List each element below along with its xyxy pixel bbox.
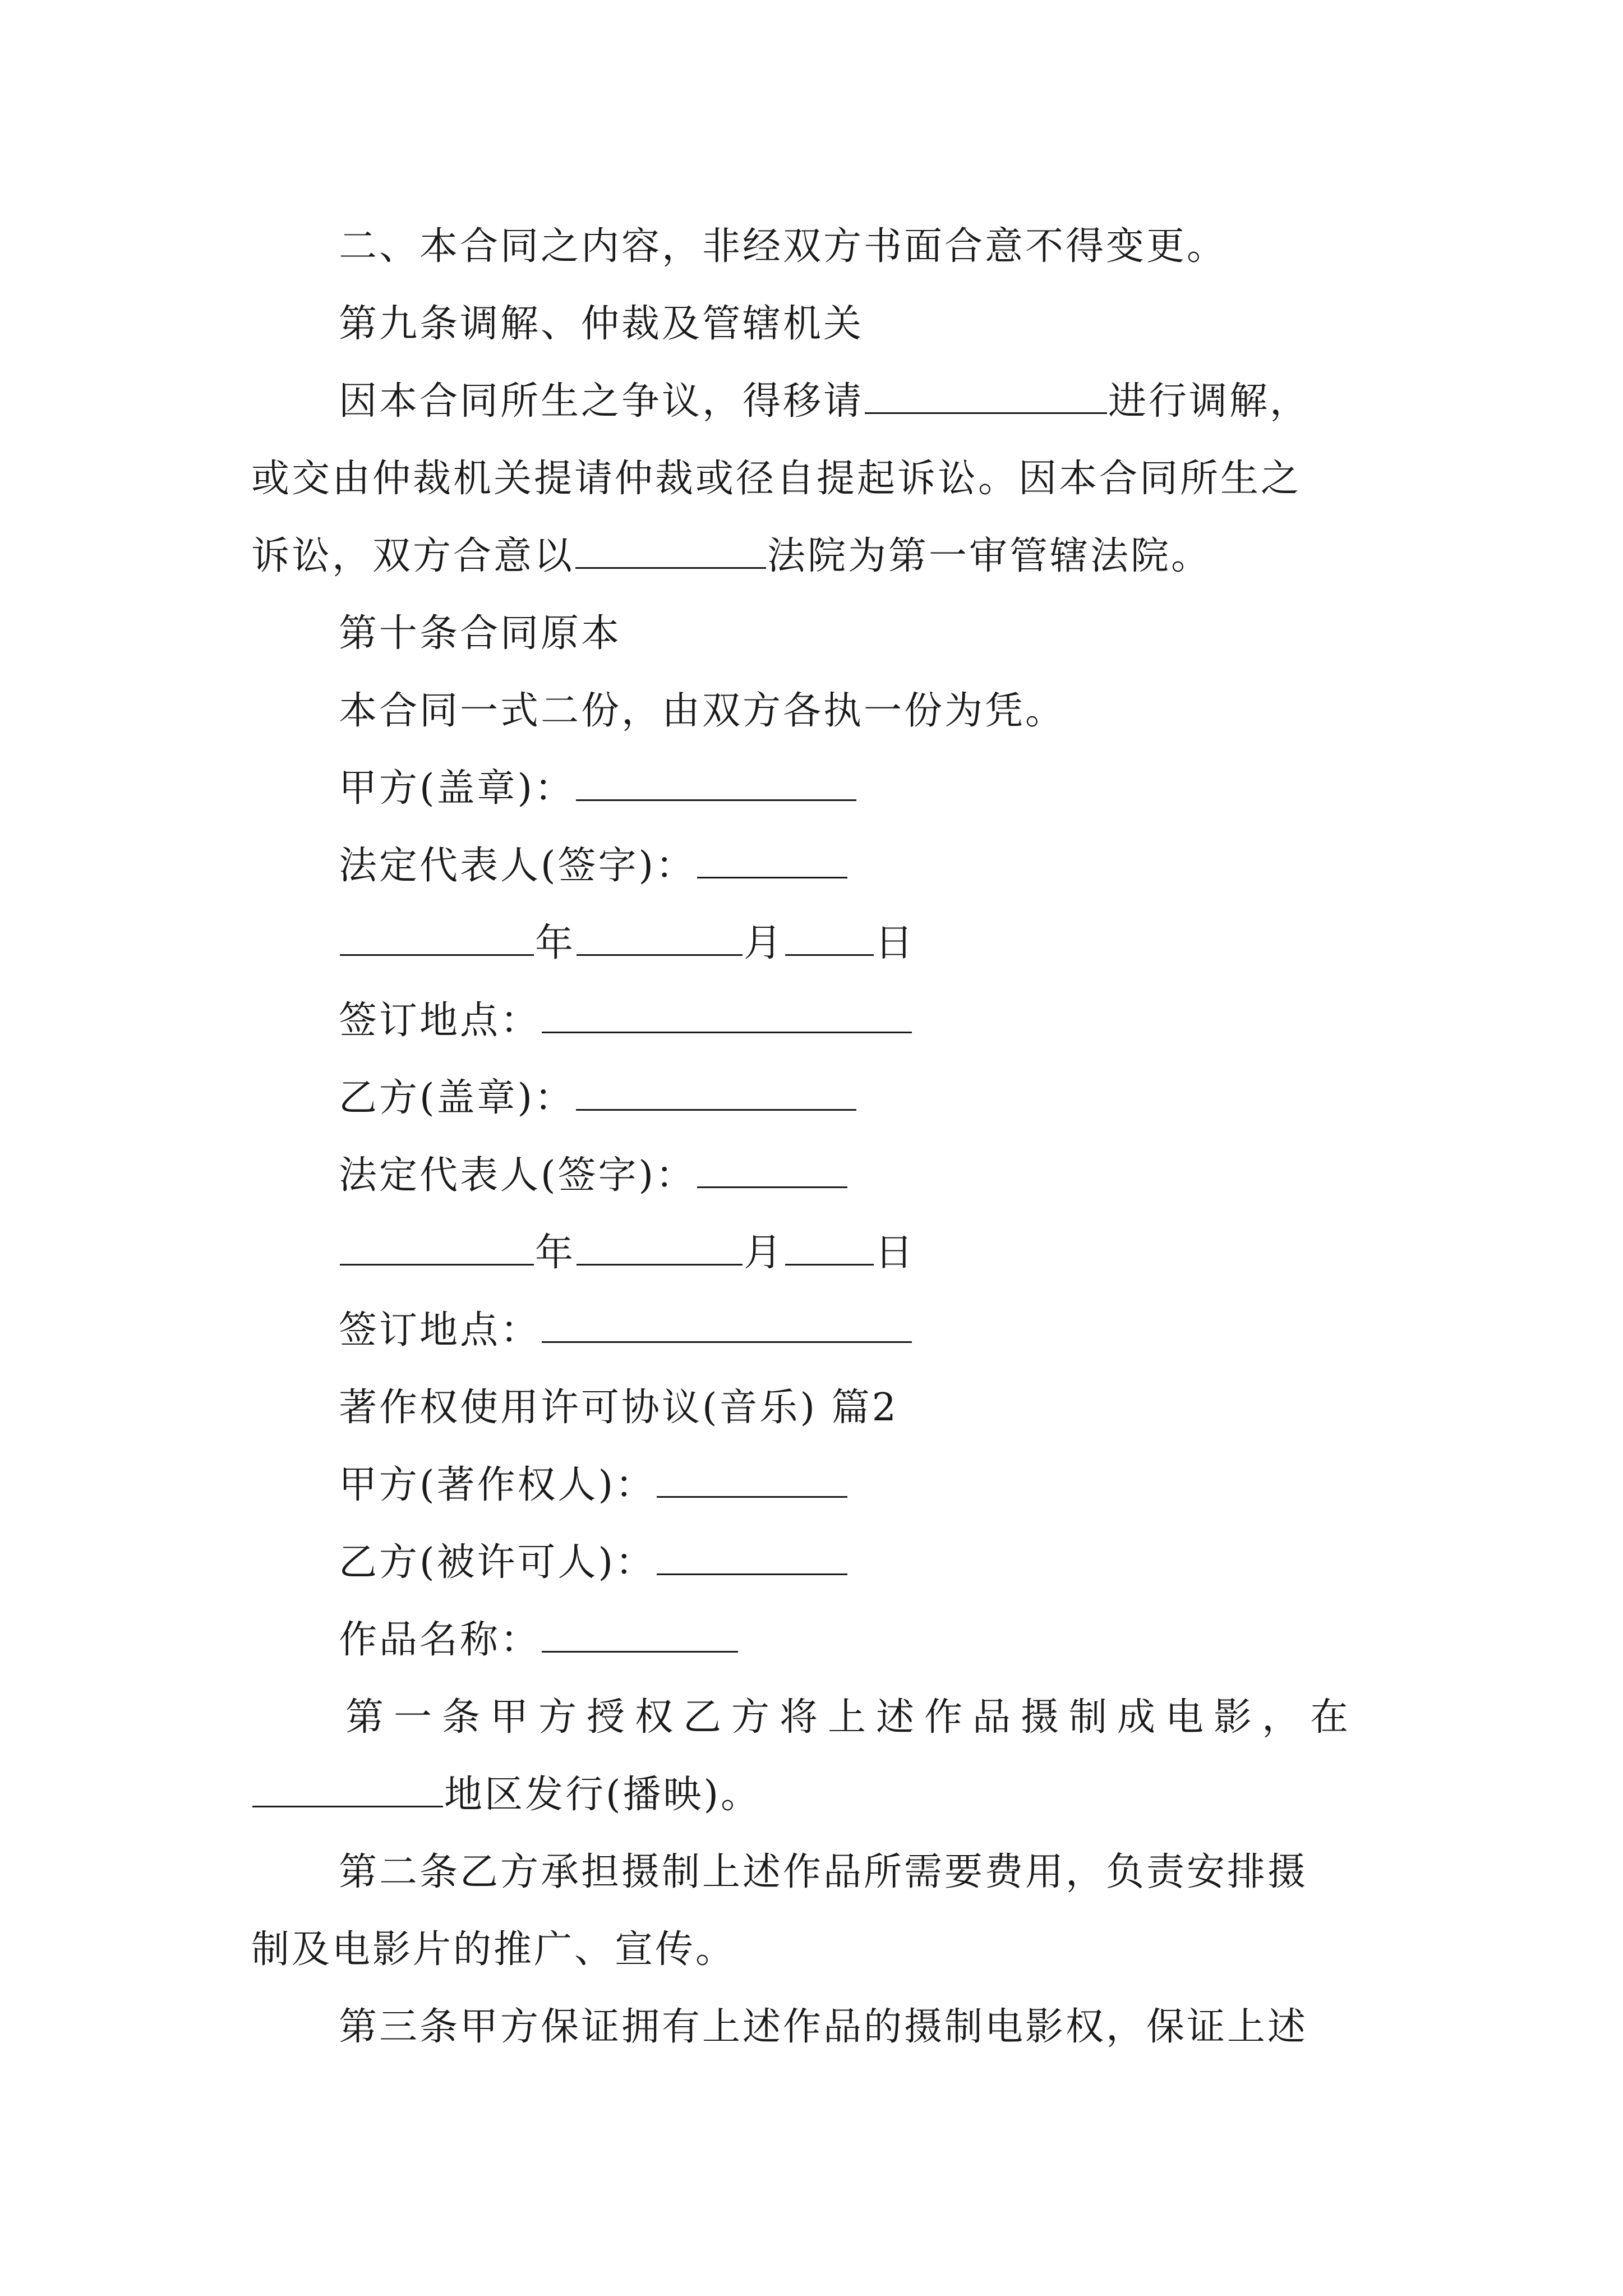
party-b-signing-place-blank [542,1305,912,1343]
party-b-month-blank [577,1228,743,1266]
party-a-day-blank [785,918,874,956]
court-blank [575,531,766,569]
party-b-signing-place: 签订地点： [339,1304,1472,1358]
agreement-2-article-2-line-2: 制及电影片的推广、宣传。 [251,1927,736,1972]
party-b-seal-blank [576,1073,856,1111]
copyright-holder: 甲方(著作权人)： [339,1458,1472,1512]
licensee: 乙方(被许可人)： [339,1536,1472,1590]
clause-2-text: 二、本合同之内容，非经双方书面合意不得变更。 [339,224,1228,269]
party-b-day-blank [785,1228,874,1266]
work-title-blank [542,1615,738,1653]
agreement-2-article-1-line-2: 地区发行(播映)。 [251,1768,1384,1822]
copyright-holder-blank [657,1460,847,1498]
party-a-month-blank [577,918,743,956]
party-a-signing-place: 签订地点： [339,994,1472,1048]
article-9-line-1: 因本合同所生之争议，得移请 进行调解， [339,375,1472,429]
party-a-date: 年 月 日 [339,917,1472,970]
article-9-line-2: 或交由仲裁机关提请仲裁或径自提起诉讼。因本合同所生之 [251,457,1302,501]
party-a-seal: 甲方(盖章)： [339,762,1472,816]
agreement-2-article-1-line-1: 第一条甲方授权乙方将上述作品摄制成电影，在 [345,1695,1359,1740]
party-b-seal: 乙方(盖章)： [339,1071,1472,1125]
party-b-representative-blank [697,1151,847,1188]
party-a-seal-blank [576,763,856,801]
agreement-2-article-3-line-1: 第三条甲方保证拥有上述作品的摄制电影权，保证上述 [339,2005,1308,2049]
article-10-heading: 第十条合同原本 [339,611,622,656]
party-b-date: 年 月 日 [339,1226,1472,1280]
agreement-2-title: 著作权使用许可协议(音乐) 篇2 [339,1386,898,1430]
mediator-blank [865,376,1107,414]
article-9-line-3: 诉讼，双方合意以 法院为第一审管辖法院。 [251,530,1384,583]
agreement-2-article-2-line-1: 第二条乙方承担摄制上述作品所需要费用，负责安排摄 [339,1850,1308,1894]
article-9-heading: 第九条调解、仲裁及管辖机关 [339,302,864,346]
party-a-representative: 法定代表人(签字)： [339,839,1472,893]
party-b-year-blank [340,1228,534,1266]
party-a-year-blank [340,918,534,956]
region-blank [252,1770,443,1807]
party-a-representative-blank [697,841,847,878]
article-10-text: 本合同一式二份，由双方各执一份为凭。 [339,689,1066,733]
party-a-signing-place-blank [542,996,912,1033]
work-title: 作品名称： [339,1613,1472,1667]
party-b-representative: 法定代表人(签字)： [339,1149,1472,1203]
licensee-blank [657,1538,847,1575]
